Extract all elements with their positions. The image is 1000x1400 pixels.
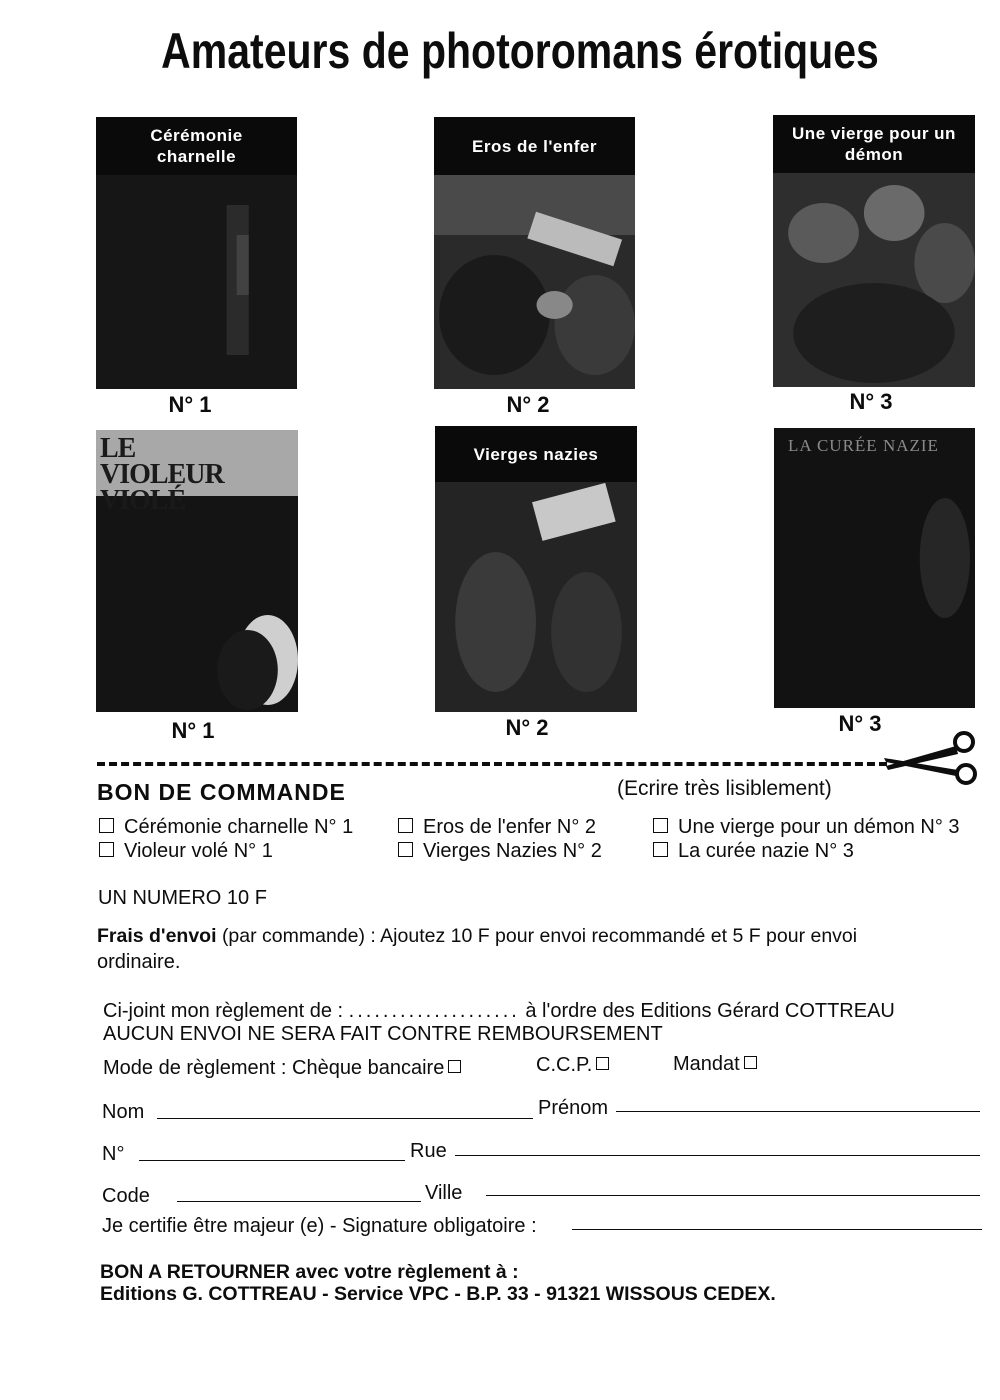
cover-title: Eros de l'enfer — [472, 136, 597, 156]
shipping-line-2: ordinaire. — [97, 951, 181, 973]
checkbox[interactable] — [653, 818, 668, 833]
checkbox[interactable] — [398, 818, 413, 833]
issue-number: N° 3 — [838, 711, 882, 736]
cover-photo — [96, 175, 297, 389]
rue-field[interactable] — [455, 1155, 980, 1156]
shipping-label: Frais d'envoi — [97, 925, 217, 947]
no-cod-notice: AUCUN ENVOI NE SERA FAIT CONTRE REMBOURSEMENT — [103, 1023, 663, 1045]
return-address: Editions G. COTTREAU - Service VPC - B.P. 33 - 91321 WISSOUS CEDEX. — [100, 1283, 776, 1305]
cheque-checkbox[interactable] — [448, 1060, 461, 1073]
payment-mode-ccp: C.C.P. — [536, 1054, 609, 1077]
cut-line — [97, 762, 887, 766]
issue-number: N° 1 — [171, 718, 215, 743]
field-label-rue: Rue — [410, 1140, 447, 1162]
prenom-field[interactable] — [616, 1111, 980, 1112]
order-heading: BON DE COMMANDE — [97, 779, 346, 805]
mandat-checkbox[interactable] — [744, 1056, 757, 1069]
page-title: Amateurs de photoromans érotiques — [161, 23, 879, 79]
payment-mode-line: Mode de règlement : Chèque bancaire — [103, 1057, 461, 1080]
cover-title: LA CURÉE NAZIE — [788, 436, 939, 455]
scissors-icon — [876, 730, 986, 790]
field-label-ville: Ville — [425, 1182, 463, 1204]
field-label-numero: N° — [102, 1143, 125, 1165]
cover-title: LE VIOLEUR VIOLÉ — [100, 433, 224, 516]
cover-photo — [434, 175, 635, 389]
return-label: BON A RETOURNER avec votre règlement à : — [100, 1261, 519, 1283]
field-label-code: Code — [102, 1185, 150, 1207]
ville-field[interactable] — [486, 1195, 980, 1196]
checkbox[interactable] — [99, 818, 114, 833]
shipping-text: (par commande) : Ajoutez 10 F pour envoi recommandé et 5 F pour envoi — [221, 925, 858, 947]
numero-field[interactable] — [139, 1160, 405, 1161]
order-item[interactable]: La curée nazie N° 3 — [653, 840, 854, 863]
cover-title: Vierges nazies — [473, 444, 599, 464]
order-item[interactable]: Une vierge pour un démon N° 3 — [653, 816, 960, 839]
cover-title: Cérémonie charnelle — [150, 126, 243, 166]
cover-eros-de-l-enfer — [434, 117, 635, 389]
ccp-checkbox[interactable] — [596, 1057, 609, 1070]
issue-number: N° 1 — [168, 392, 212, 417]
payment-amount-field[interactable]: .................... — [348, 1000, 520, 1022]
cover-la-curee-nazie — [774, 428, 975, 708]
cover-photo — [774, 428, 975, 708]
nom-field[interactable] — [157, 1118, 533, 1119]
signature-field[interactable] — [572, 1229, 982, 1230]
checkbox[interactable] — [653, 842, 668, 857]
shipping-line — [97, 925, 857, 948]
cover-photo — [435, 482, 637, 712]
cover-une-vierge-pour-un-demon — [773, 115, 975, 387]
payment-mode-mandat: Mandat — [673, 1053, 757, 1076]
cover-title: Une vierge pour un démon — [792, 124, 956, 164]
code-field[interactable] — [177, 1201, 421, 1202]
payment-line: Ci-joint mon règlement de : .................... à l'ordre des Editions Gérard COTTREAU — [103, 1000, 895, 1022]
cover-vierges-nazies — [435, 426, 637, 712]
price-line: UN NUMERO 10 F — [98, 887, 267, 909]
checkbox[interactable] — [99, 842, 114, 857]
field-label-prenom: Prénom — [538, 1097, 609, 1119]
order-item[interactable]: Violeur volé N° 1 — [99, 840, 273, 863]
issue-number: N° 2 — [506, 392, 550, 417]
legibility-note: (Ecrire très lisiblement) — [617, 777, 832, 800]
order-item[interactable]: Eros de l'enfer N° 2 — [398, 816, 596, 839]
checkbox[interactable] — [398, 842, 413, 857]
issue-number: N° 3 — [849, 389, 893, 414]
signature-label: Je certifie être majeur (e) - Signature obligatoire : — [102, 1215, 537, 1237]
cover-le-violeur-viole — [96, 430, 298, 712]
field-label-nom: Nom — [102, 1101, 145, 1123]
order-item[interactable]: Vierges Nazies N° 2 — [398, 840, 602, 863]
cover-ceremonie-charnelle — [96, 117, 297, 389]
order-item[interactable]: Cérémonie charnelle N° 1 — [99, 816, 353, 839]
issue-number: N° 2 — [505, 715, 549, 740]
cover-photo — [773, 173, 975, 387]
